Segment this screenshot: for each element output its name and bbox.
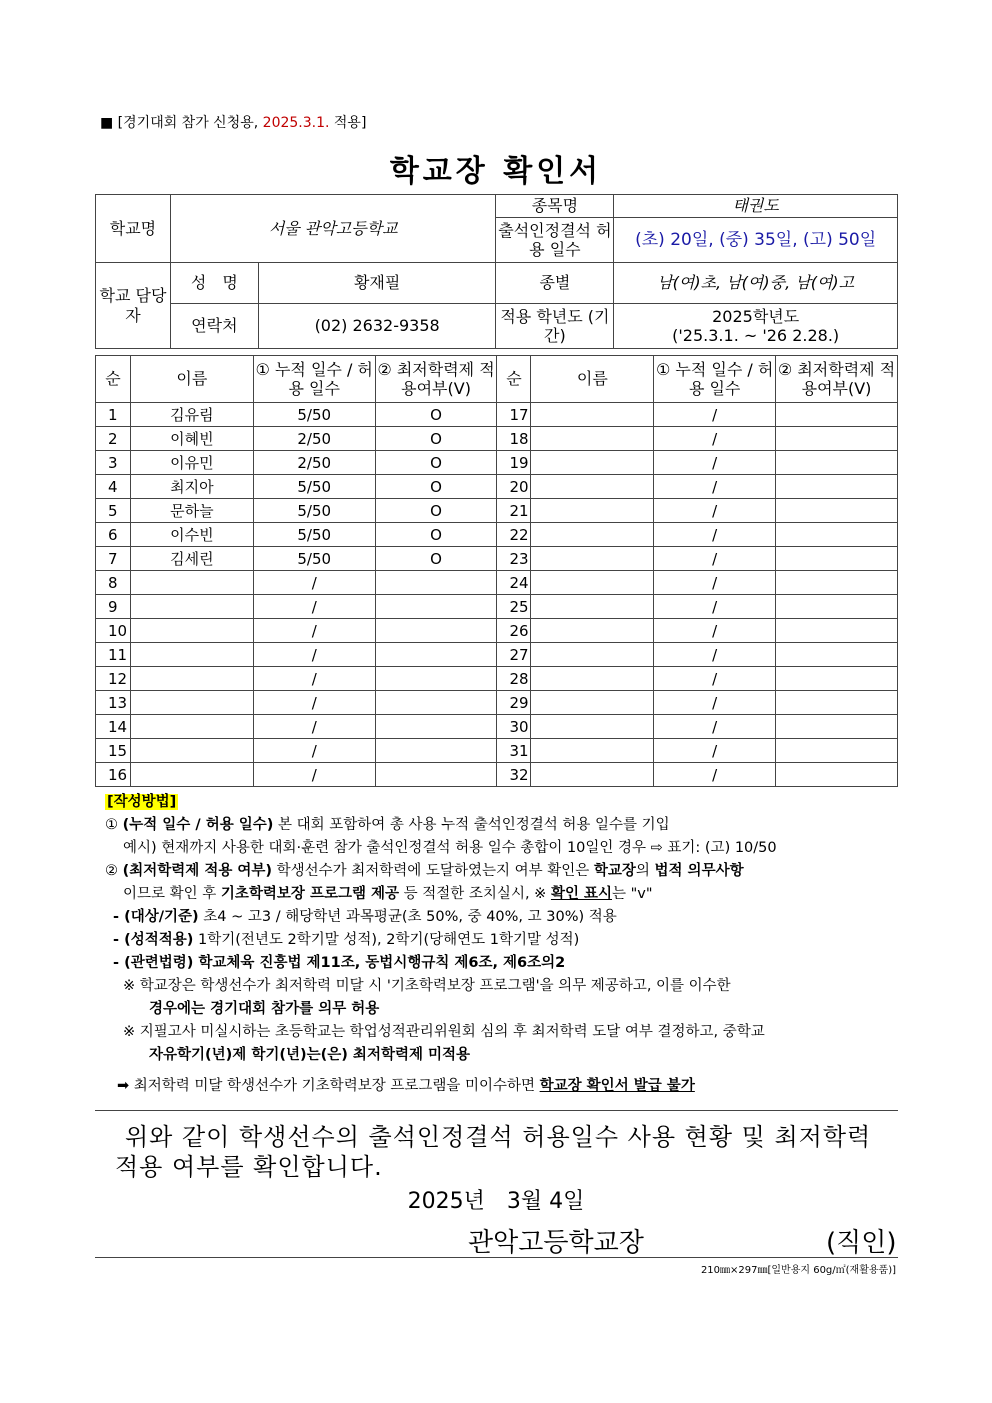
- cell-min: [776, 739, 898, 763]
- cell-no: 4: [96, 475, 131, 499]
- cell-no: 30: [497, 715, 531, 739]
- seal-label: (직인): [826, 1228, 897, 1258]
- cell-no: 16: [96, 763, 131, 787]
- cell-name: [531, 571, 654, 595]
- cell-no: 15: [96, 739, 131, 763]
- method-line-8: ※ 학교장은 학생선수가 최저학력 미달 시 '기초학력보장 프로그램'을 의무 제공하고, 이를 이수한: [123, 978, 731, 994]
- cell-no: 22: [497, 523, 531, 547]
- method-line-4: [105, 883, 898, 906]
- cell-name: 문하늘: [130, 499, 253, 523]
- l7-text: 학교체육 진흥법 제11조, 동법시행규칙 제6조, 제6조의2: [193, 955, 566, 971]
- table-row: [96, 523, 898, 547]
- cell-no: 3: [96, 451, 131, 475]
- cell-days: /: [654, 523, 776, 547]
- header-note: [100, 112, 366, 132]
- confirm-date: 2025년 3월 4일: [407, 1189, 585, 1214]
- cell-name: [531, 691, 654, 715]
- method-heading: [105, 791, 898, 814]
- cell-name: [130, 619, 253, 643]
- cell-min: [776, 499, 898, 523]
- l5-bold: - (대상/기준): [113, 909, 199, 925]
- cell-min: [776, 715, 898, 739]
- divider: [95, 1110, 898, 1111]
- l1-text: 본 대회 포함하여 총 사용 누적 출석인정결석 허용 일수를 기입: [273, 817, 670, 833]
- paper-footnote: 210㎜×297㎜[일반용지 60g/㎡(재활용품)]: [700, 1265, 896, 1276]
- cell-days: /: [654, 499, 776, 523]
- cell-days: /: [654, 475, 776, 499]
- method-line-7: [105, 952, 898, 975]
- cell-name: 이유민: [130, 451, 253, 475]
- cell-days: /: [654, 547, 776, 571]
- l4-text3: 는 "v": [612, 886, 653, 902]
- cell-min: [776, 619, 898, 643]
- cell-days: /: [654, 667, 776, 691]
- cell-no: 23: [497, 547, 531, 571]
- l3-bold3: 법적 의무사항: [654, 863, 744, 879]
- cell-no: 8: [96, 571, 131, 595]
- l12-text: 최저학력 미달 학생선수가 기초학력보장 프로그램을 미이수하면: [129, 1078, 540, 1094]
- table-row: [96, 763, 898, 787]
- bottom-divider: [95, 1257, 898, 1258]
- cell-days: /: [253, 691, 375, 715]
- method-line-2: 예시) 현재까지 사용한 대회·훈련 참가 출석인정결석 허용 일수 총합이 10일인 경우 ⇨ 표기: (고) 10/50: [123, 840, 777, 856]
- cell-days: /: [654, 691, 776, 715]
- gender-label: 종별: [496, 263, 614, 304]
- manager-label: 학교 담당자: [96, 263, 171, 349]
- sport-label: 종목명: [496, 195, 614, 218]
- contact-value: (02) 2632-9358: [258, 304, 496, 349]
- cell-days: /: [654, 643, 776, 667]
- document-title: 학교장 확인서: [389, 154, 603, 189]
- cell-min: [375, 643, 497, 667]
- cell-no: 11: [96, 643, 131, 667]
- cell-days: /: [654, 403, 776, 427]
- l7-bold: - (관련법령): [113, 955, 194, 971]
- cell-min: [375, 739, 497, 763]
- cell-days: /: [253, 715, 375, 739]
- cell-min: O: [375, 451, 497, 475]
- cell-name: [531, 715, 654, 739]
- cell-days: /: [654, 763, 776, 787]
- cell-days: /: [253, 595, 375, 619]
- note-prefix: ■ [경기대회 참가 신청용,: [100, 115, 263, 131]
- cell-no: 19: [497, 451, 531, 475]
- cell-min: O: [375, 523, 497, 547]
- cell-name: 김유림: [130, 403, 253, 427]
- name-value: 황재필: [258, 263, 496, 304]
- cell-min: [375, 619, 497, 643]
- table-row: [96, 451, 898, 475]
- header-min: ② 최저학력제 적용여부(V): [375, 356, 497, 403]
- cell-days: 5/50: [253, 403, 375, 427]
- cell-name: [531, 619, 654, 643]
- table-row: [96, 475, 898, 499]
- cell-days: /: [253, 739, 375, 763]
- cell-name: 이혜빈: [130, 427, 253, 451]
- gender-value: 남(여)초, 남(여)중, 남(여)고: [614, 263, 898, 304]
- header-name: 이름: [130, 356, 253, 403]
- l3-text: 학생선수가 최저학력에 도달하였는지 여부 확인은: [272, 863, 594, 879]
- allow-value: (초) 20일, (중) 35일, (고) 50일: [614, 218, 898, 263]
- cell-name: [130, 691, 253, 715]
- cell-min: O: [375, 427, 497, 451]
- table-row: [96, 739, 898, 763]
- cell-no: 29: [497, 691, 531, 715]
- l3-bold: (최저학력제 적용 여부): [122, 863, 273, 879]
- cell-name: 김세린: [130, 547, 253, 571]
- method-line-1: [105, 814, 898, 837]
- cell-days: /: [253, 619, 375, 643]
- method-line-11: 자유학기(년)제 학기(년)는(은) 최저학력제 미적용: [149, 1047, 471, 1063]
- cell-days: /: [654, 619, 776, 643]
- cell-name: [531, 451, 654, 475]
- cell-no: 12: [96, 667, 131, 691]
- cell-no: 18: [497, 427, 531, 451]
- l4-bold: 기초학력보장 프로그램 제공: [220, 886, 400, 902]
- cell-min: O: [375, 475, 497, 499]
- cell-no: 9: [96, 595, 131, 619]
- cell-min: [375, 571, 497, 595]
- method-line-5: [105, 906, 898, 929]
- cell-min: O: [375, 499, 497, 523]
- cell-no: 2: [96, 427, 131, 451]
- cell-no: 31: [497, 739, 531, 763]
- cell-days: /: [654, 571, 776, 595]
- cell-name: [130, 763, 253, 787]
- header-name: 이름: [531, 356, 654, 403]
- cell-days: 2/50: [253, 427, 375, 451]
- cell-name: [130, 715, 253, 739]
- allow-label: 출석인정결석 허용 일수: [496, 218, 614, 263]
- cell-no: 17: [497, 403, 531, 427]
- cell-name: 최지아: [130, 475, 253, 499]
- cell-min: [776, 427, 898, 451]
- cell-days: /: [654, 451, 776, 475]
- cell-no: 26: [497, 619, 531, 643]
- cell-no: 25: [497, 595, 531, 619]
- cell-min: [375, 763, 497, 787]
- table-row: [96, 571, 898, 595]
- method-line-10: ※ 지필고사 미실시하는 초등학교는 학업성적관리위원회 심의 후 최저학력 도달 여부 결정하고, 중학교: [123, 1024, 765, 1040]
- confirm-line-2: 적용 여부를 확인합니다.: [115, 1153, 383, 1181]
- cell-days: /: [253, 643, 375, 667]
- table-row: [96, 643, 898, 667]
- principal-name: 관악고등학교장: [468, 1228, 644, 1258]
- cell-no: 6: [96, 523, 131, 547]
- table-row: [96, 667, 898, 691]
- cell-name: [531, 427, 654, 451]
- cell-min: [776, 667, 898, 691]
- table-row: [96, 427, 898, 451]
- l1-num: ①: [105, 817, 118, 833]
- cell-days: 5/50: [253, 499, 375, 523]
- cell-name: [130, 595, 253, 619]
- cell-name: [531, 643, 654, 667]
- cell-name: [531, 547, 654, 571]
- cell-name: [531, 523, 654, 547]
- cell-days: /: [654, 739, 776, 763]
- cell-days: /: [253, 667, 375, 691]
- l6-bold: - (성적적용): [113, 932, 194, 948]
- cell-min: O: [375, 403, 497, 427]
- method-line-6: [105, 929, 898, 952]
- header-no: 순: [497, 356, 531, 403]
- method-heading-text: [작성방법]: [107, 794, 177, 810]
- arrow-box-icon: ➡: [117, 1078, 130, 1094]
- l4-bold2: 확인 표시: [550, 886, 613, 902]
- cell-days: 5/50: [253, 523, 375, 547]
- cell-days: /: [253, 763, 375, 787]
- method-line-12: [105, 1075, 898, 1098]
- cell-min: [776, 475, 898, 499]
- table-row: [96, 403, 898, 427]
- cell-min: [776, 547, 898, 571]
- cell-name: [130, 571, 253, 595]
- l6-text: 1학기(전년도 2학기말 성적), 2학기(당해연도 1학기말 성적): [193, 932, 580, 948]
- school-value: 서울 관악고등학교: [170, 195, 496, 263]
- cell-min: [776, 643, 898, 667]
- header-days: ① 누적 일수 / 허용 일수: [253, 356, 375, 403]
- cell-min: O: [375, 547, 497, 571]
- table-row: [96, 691, 898, 715]
- confirm-text: [115, 1122, 871, 1182]
- cell-min: [776, 763, 898, 787]
- year-period: ('25.3.1. ~ '26 2.28.): [672, 326, 840, 345]
- l3-bold2: 학교장: [593, 863, 636, 879]
- cell-days: 5/50: [253, 475, 375, 499]
- method-line-3: [105, 860, 898, 883]
- note-suffix: 적용]: [329, 115, 367, 131]
- cell-no: 14: [96, 715, 131, 739]
- cell-days: /: [253, 571, 375, 595]
- cell-no: 32: [497, 763, 531, 787]
- cell-name: [531, 403, 654, 427]
- name-label: 성 명: [170, 263, 258, 304]
- cell-days: 2/50: [253, 451, 375, 475]
- cell-no: 24: [497, 571, 531, 595]
- table-row: [96, 499, 898, 523]
- l4-text: 이므로 확인 후: [123, 886, 221, 902]
- header-days: ① 누적 일수 / 허용 일수: [654, 356, 776, 403]
- cell-min: [375, 715, 497, 739]
- note-date: 2025.3.1.: [262, 115, 330, 131]
- cell-no: 20: [497, 475, 531, 499]
- cell-no: 13: [96, 691, 131, 715]
- l3-num: ②: [105, 863, 118, 879]
- header-no: 순: [96, 356, 131, 403]
- cell-days: /: [654, 595, 776, 619]
- cell-min: [776, 403, 898, 427]
- header-min: ② 최저학력제 적용여부(V): [776, 356, 898, 403]
- table-row: [96, 595, 898, 619]
- l5-text: 초4 ~ 고3 / 해당학년 과목평균(초 50%, 중 40%, 고 30%) 적용: [198, 909, 617, 925]
- table-row: [96, 547, 898, 571]
- cell-no: 27: [497, 643, 531, 667]
- cell-no: 28: [497, 667, 531, 691]
- students-table: [95, 355, 898, 787]
- cell-no: 5: [96, 499, 131, 523]
- l3-text2: 의: [635, 863, 655, 879]
- info-table: [95, 194, 898, 349]
- cell-no: 1: [96, 403, 131, 427]
- cell-min: [776, 571, 898, 595]
- school-label: 학교명: [96, 195, 171, 263]
- cell-days: /: [654, 427, 776, 451]
- cell-name: [130, 739, 253, 763]
- sport-value: 태권도: [614, 195, 898, 218]
- cell-name: [531, 475, 654, 499]
- cell-days: /: [654, 715, 776, 739]
- table-row: [96, 619, 898, 643]
- cell-name: [531, 763, 654, 787]
- year-value: 2025학년도: [712, 306, 800, 326]
- cell-min: [776, 691, 898, 715]
- cell-min: [776, 523, 898, 547]
- cell-no: 7: [96, 547, 131, 571]
- cell-name: [130, 643, 253, 667]
- cell-name: [130, 667, 253, 691]
- students-header-row: [96, 356, 898, 403]
- cell-min: [776, 595, 898, 619]
- year-cell: [614, 304, 898, 349]
- cell-min: [375, 595, 497, 619]
- cell-days: 5/50: [253, 547, 375, 571]
- cell-name: [531, 667, 654, 691]
- contact-label: 연락처: [170, 304, 258, 349]
- cell-min: [375, 667, 497, 691]
- l4-text2: 등 적절한 조치실시, ※: [399, 886, 551, 902]
- confirm-line-1: 위와 같이 학생선수의 출석인정결석 허용일수 사용 현황 및 최저학력: [125, 1123, 872, 1151]
- l1-bold: (누적 일수 / 허용 일수): [122, 817, 274, 833]
- cell-name: 이수빈: [130, 523, 253, 547]
- cell-no: 21: [497, 499, 531, 523]
- year-label: 적용 학년도 (기간): [496, 304, 614, 349]
- cell-name: [531, 739, 654, 763]
- l12-underlined: 학교장 확인서 발급 불가: [539, 1078, 695, 1094]
- cell-min: [776, 451, 898, 475]
- cell-name: [531, 595, 654, 619]
- cell-no: 10: [96, 619, 131, 643]
- cell-name: [531, 499, 654, 523]
- cell-min: [375, 691, 497, 715]
- method-section: [105, 791, 898, 1098]
- table-row: [96, 715, 898, 739]
- method-line-9: 경우에는 경기대회 참가를 의무 허용: [149, 1001, 380, 1017]
